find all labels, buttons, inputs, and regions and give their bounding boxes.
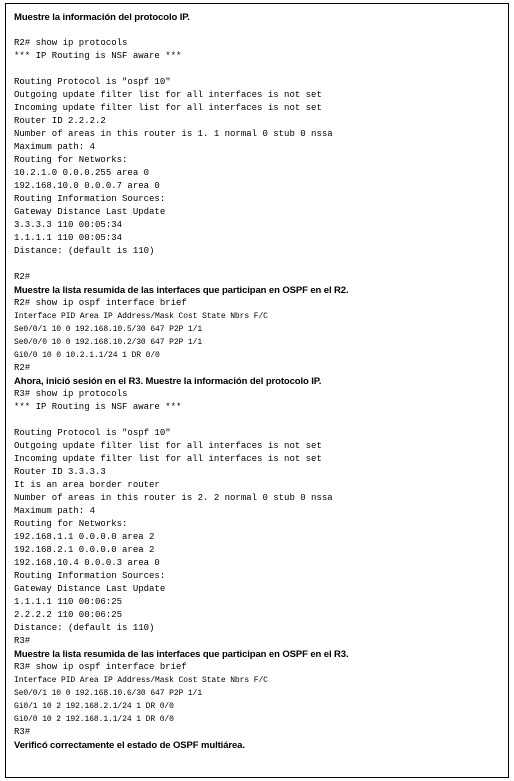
console-output-line: Routing Protocol is "ospf 10"	[14, 428, 171, 438]
console-output-line: 192.168.1.1 0.0.0.0 area 2	[14, 532, 155, 542]
console-output-line: 192.168.10.0 0.0.0.7 area 0	[14, 181, 160, 191]
console-output-line: Maximum path: 4	[14, 506, 96, 516]
console-output-line: Number of areas in this router is 2. 2 normal 0 stub 0 nssa	[14, 493, 333, 503]
console-output-line: 192.168.10.4 0.0.0.3 area 0	[14, 558, 160, 568]
console-output-line: Maximum path: 4	[14, 142, 96, 152]
blank-line	[14, 414, 504, 427]
console-output-line: Gateway Distance Last Update	[14, 207, 166, 217]
console-output-line: Interface PID Area IP Address/Mask Cost State Nbrs F/C	[14, 676, 268, 685]
instruction-text: Muestre la lista resumida de las interfaces que participan en OSPF en el R2.	[14, 285, 349, 296]
blank-line	[14, 24, 504, 37]
console-output-line: Se0/0/1 10 0 192.168.10.5/30 647 P2P 1/1	[14, 325, 203, 334]
console-output-line: R2# show ip protocols	[14, 38, 128, 48]
console-output-line: Incoming update filter list for all interfaces is not set	[14, 103, 322, 113]
console-output-line: Routing Information Sources:	[14, 194, 166, 204]
console-output-line: Routing Protocol is "ospf 10"	[14, 77, 171, 87]
instruction-text: Muestre la información del protocolo IP.	[14, 12, 190, 23]
console-output-line: *** IP Routing is NSF aware ***	[14, 402, 182, 412]
document-content	[14, 11, 504, 752]
console-output-line: R3#	[14, 727, 31, 737]
instruction-text: Verificó correctamente el estado de OSPF multiárea.	[14, 740, 245, 751]
console-output-line: Router ID 3.3.3.3	[14, 467, 106, 477]
console-output-line: R2# show ip ospf interface brief	[14, 298, 187, 308]
console-output-line: Interface PID Area IP Address/Mask Cost State Nbrs F/C	[14, 312, 268, 321]
console-output-line: Distance: (default is 110)	[14, 623, 155, 633]
console-output-line: It is an area border router	[14, 480, 160, 490]
console-output-line: Gi0/0 10 0 10.2.1.1/24 1 DR 0/0	[14, 351, 160, 360]
console-output-line: R3#	[14, 636, 31, 646]
console-output-line: R2#	[14, 272, 31, 282]
console-output-line: Se0/0/1 10 0 192.168.10.6/30 647 P2P 1/1	[14, 689, 203, 698]
console-output-line: Gi0/0 10 2 192.168.1.1/24 1 DR 0/0	[14, 715, 174, 724]
console-output-line: Gi0/1 10 2 192.168.2.1/24 1 DR 0/0	[14, 702, 174, 711]
console-output-line: Outgoing update filter list for all interfaces is not set	[14, 90, 322, 100]
console-output-line: Number of areas in this router is 1. 1 normal 0 stub 0 nssa	[14, 129, 333, 139]
console-output-line: *** IP Routing is NSF aware ***	[14, 51, 182, 61]
console-output-line: 3.3.3.3 110 00:05:34	[14, 220, 123, 230]
console-output-line: Se0/0/0 10 0 192.168.10.2/30 647 P2P 1/1	[14, 338, 203, 347]
console-output-line: Router ID 2.2.2.2	[14, 116, 106, 126]
console-output-line: Routing for Networks:	[14, 155, 128, 165]
console-output-line: Incoming update filter list for all interfaces is not set	[14, 454, 322, 464]
console-output-line: 192.168.2.1 0.0.0.0 area 2	[14, 545, 155, 555]
console-output-line: R3# show ip ospf interface brief	[14, 662, 187, 672]
console-output-line: Gateway Distance Last Update	[14, 584, 166, 594]
instruction-text: Ahora, inició sesión en el R3. Muestre la información del protocolo IP.	[14, 376, 322, 387]
console-output-line: R2#	[14, 363, 31, 373]
console-output-line: Distance: (default is 110)	[14, 246, 155, 256]
console-output-line: 10.2.1.0 0.0.0.255 area 0	[14, 168, 150, 178]
console-output-line: 1.1.1.1 110 00:06:25	[14, 597, 123, 607]
console-output-line: 2.2.2.2 110 00:06:25	[14, 610, 123, 620]
console-output-line: 1.1.1.1 110 00:05:34	[14, 233, 123, 243]
instruction-text: Muestre la lista resumida de las interfaces que participan en OSPF en el R3.	[14, 649, 349, 660]
console-output-line: Routing Information Sources:	[14, 571, 166, 581]
console-output-line: R3# show ip protocols	[14, 389, 128, 399]
blank-line	[14, 63, 504, 76]
console-output-line: Routing for Networks:	[14, 519, 128, 529]
document-frame	[5, 3, 509, 778]
blank-line	[14, 258, 504, 271]
console-output-line: Outgoing update filter list for all interfaces is not set	[14, 441, 322, 451]
